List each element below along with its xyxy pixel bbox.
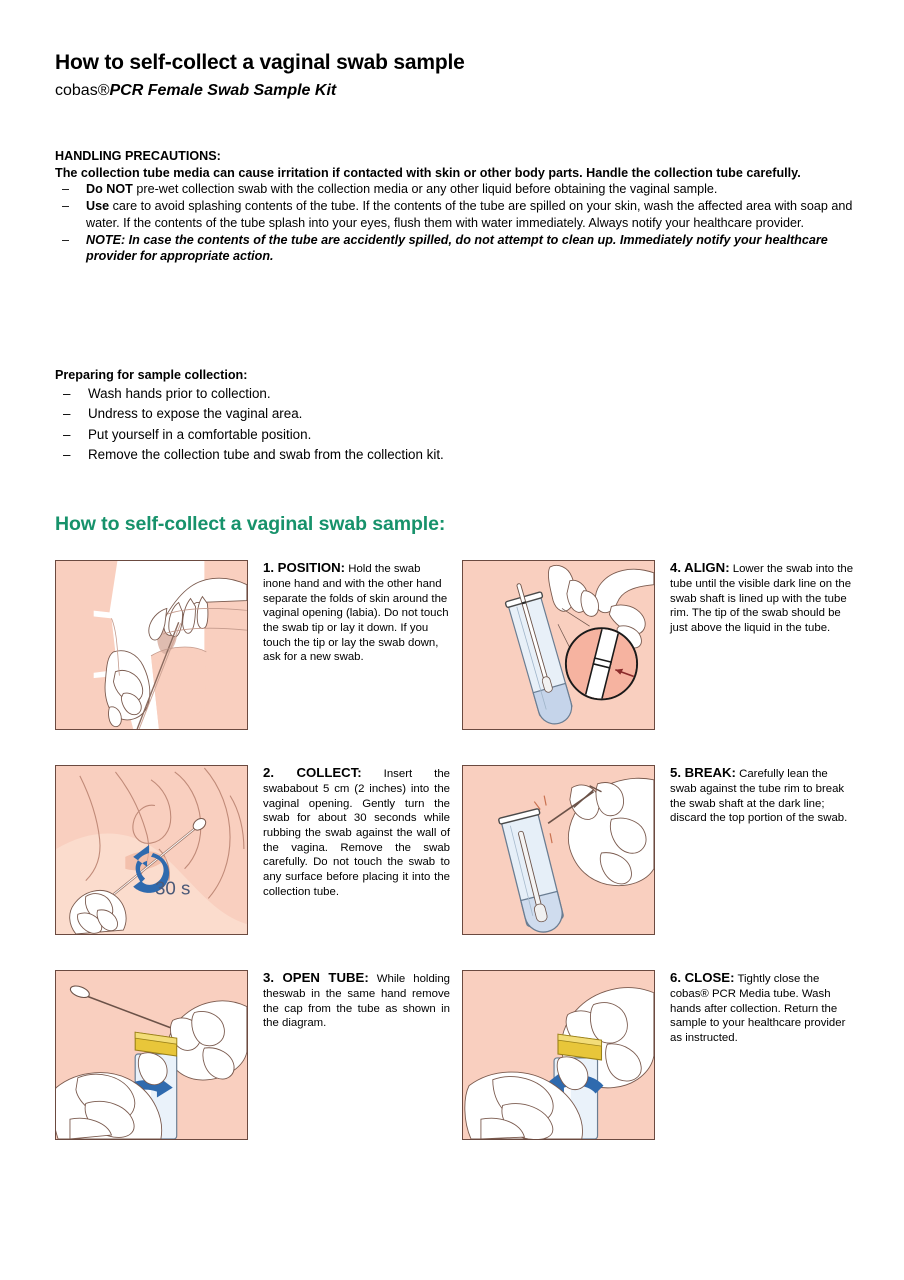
step-1-text (263, 560, 450, 665)
dash-bullet-icon: – (62, 182, 70, 197)
preparing-list (55, 384, 655, 466)
step-3-label: 3. OPEN TUBE: (263, 970, 369, 985)
precaution-body: pre-wet collection swab with the collection media or any other liquid before obtaining the vaginal sample. (132, 182, 718, 197)
preparing-list-item (55, 384, 655, 404)
step-2-annotation-30s: 30 s (154, 877, 191, 899)
step-3-body: While holding theswab in the same hand remove the cap from the tube as shown in the diagram. (263, 973, 450, 1030)
step-6-illustration (462, 970, 655, 1140)
step-4-body: Lower the swab into the tube until the visible dark line on the swab shaft is lined up with the tube rim. The tip of the swab should be just above the liquid in the tube. (670, 563, 854, 634)
dash-bullet-icon: – (62, 199, 70, 214)
preparing-list-item (55, 404, 655, 424)
step-2-body: Insert the swababout 5 cm (2 inches) into the vaginal opening. Gently turn the swab for about 30 seconds while rubbing the swab against the wall of the vagina. Remove the swab carefully. Do not touch the swab to any surface before placing it into the collection tube. (263, 768, 450, 898)
steps-grid (55, 560, 855, 1175)
step-2-text (263, 765, 450, 899)
steps-row (55, 560, 855, 765)
step-5-text (670, 765, 857, 826)
precautions-lead-text: The collection tube media can cause irritation if contacted with skin or other body parts. Handle the collection tube carefully. (55, 165, 801, 180)
preparing-item-text: Wash hands prior to collection. (88, 386, 271, 401)
step-6 (462, 970, 857, 1142)
step-6-label: 6. CLOSE: (670, 970, 735, 985)
page-title: How to self-collect a vaginal swab sample (55, 51, 465, 74)
step-1-body: Hold the swab inone hand and with the other hand separate the folds of skin around the vaginal opening (labia). Do not touch the swab tip or lay it down. If you touch the tip or lay the swab down, ask for a new swab. (263, 563, 449, 664)
step-3-text (263, 970, 450, 1031)
preparing-heading: Preparing for sample collection: (55, 368, 248, 382)
subtitle-kit-name: PCR Female Swab Sample Kit (109, 82, 337, 99)
step-4-illustration (462, 560, 655, 730)
step-4-text (670, 560, 857, 636)
preparing-section (55, 367, 655, 466)
steps-section-heading: How to self-collect a vaginal swab sample: (55, 513, 446, 535)
steps-row (55, 970, 855, 1175)
preparing-list-item (55, 425, 655, 445)
step-6-body: Tightly close the cobas® PCR Media tube. Wash hands after collection. Return the sample to your healthcare provider as instructed. (670, 973, 846, 1044)
step-2 (55, 765, 450, 937)
dash-bullet-icon: – (63, 406, 71, 422)
precaution-lead-bold: Do NOT (86, 182, 133, 197)
dash-bullet-icon: – (63, 386, 71, 401)
step-5-illustration (462, 765, 655, 935)
page-subtitle (55, 81, 336, 101)
handling-precautions-section (55, 148, 855, 265)
preparing-list-item (55, 445, 655, 465)
step-4 (462, 560, 857, 732)
step-2-label: 2. COLLECT: (263, 765, 362, 780)
step-2-illustration (55, 765, 248, 935)
preparing-item-text: Remove the collection tube and swab from the collection kit. (88, 447, 444, 463)
step-3-illustration (55, 970, 248, 1140)
step-6-text (670, 970, 857, 1046)
dash-bullet-icon: – (62, 232, 70, 247)
step-1 (55, 560, 450, 732)
subtitle-brand: cobas® (55, 82, 110, 99)
dash-bullet-icon: – (63, 426, 71, 442)
step-5-label: 5. BREAK: (670, 765, 736, 780)
step-3 (55, 970, 450, 1142)
preparing-item-text: Undress to expose the vaginal area. (88, 406, 303, 422)
precautions-list-item (55, 198, 855, 231)
precautions-heading: HANDLING PRECAUTIONS: (55, 149, 221, 163)
step-1-label: 1. POSITION: (263, 560, 346, 575)
precautions-list-item (55, 181, 855, 198)
step-5-body: Carefully lean the swab against the tube rim to break the swab shaft at the dark line; discard the top portion of the swab. (670, 768, 848, 825)
step-1-illustration (55, 560, 248, 730)
precautions-list (55, 181, 855, 265)
precaution-body: care to avoid splashing contents of the tube. If the contents of the tube are spilled on your skin, wash the affected area with soap and water. If the contents of the tube splash into your eyes, flush them with water immediately. Always notify your healthcare provider. (86, 199, 853, 230)
precautions-list-item (55, 232, 855, 265)
dash-bullet-icon: – (63, 447, 71, 463)
precaution-note: NOTE: In case the contents of the tube are accidently spilled, do not attempt to clean up. Immediately notify your healthcare provider for appropriate action. (86, 232, 828, 264)
steps-row (55, 765, 855, 970)
step-5 (462, 765, 857, 937)
step-4-label: 4. ALIGN: (670, 560, 730, 575)
precaution-lead-bold: Use (86, 199, 110, 214)
preparing-item-text: Put yourself in a comfortable position. (88, 426, 312, 442)
